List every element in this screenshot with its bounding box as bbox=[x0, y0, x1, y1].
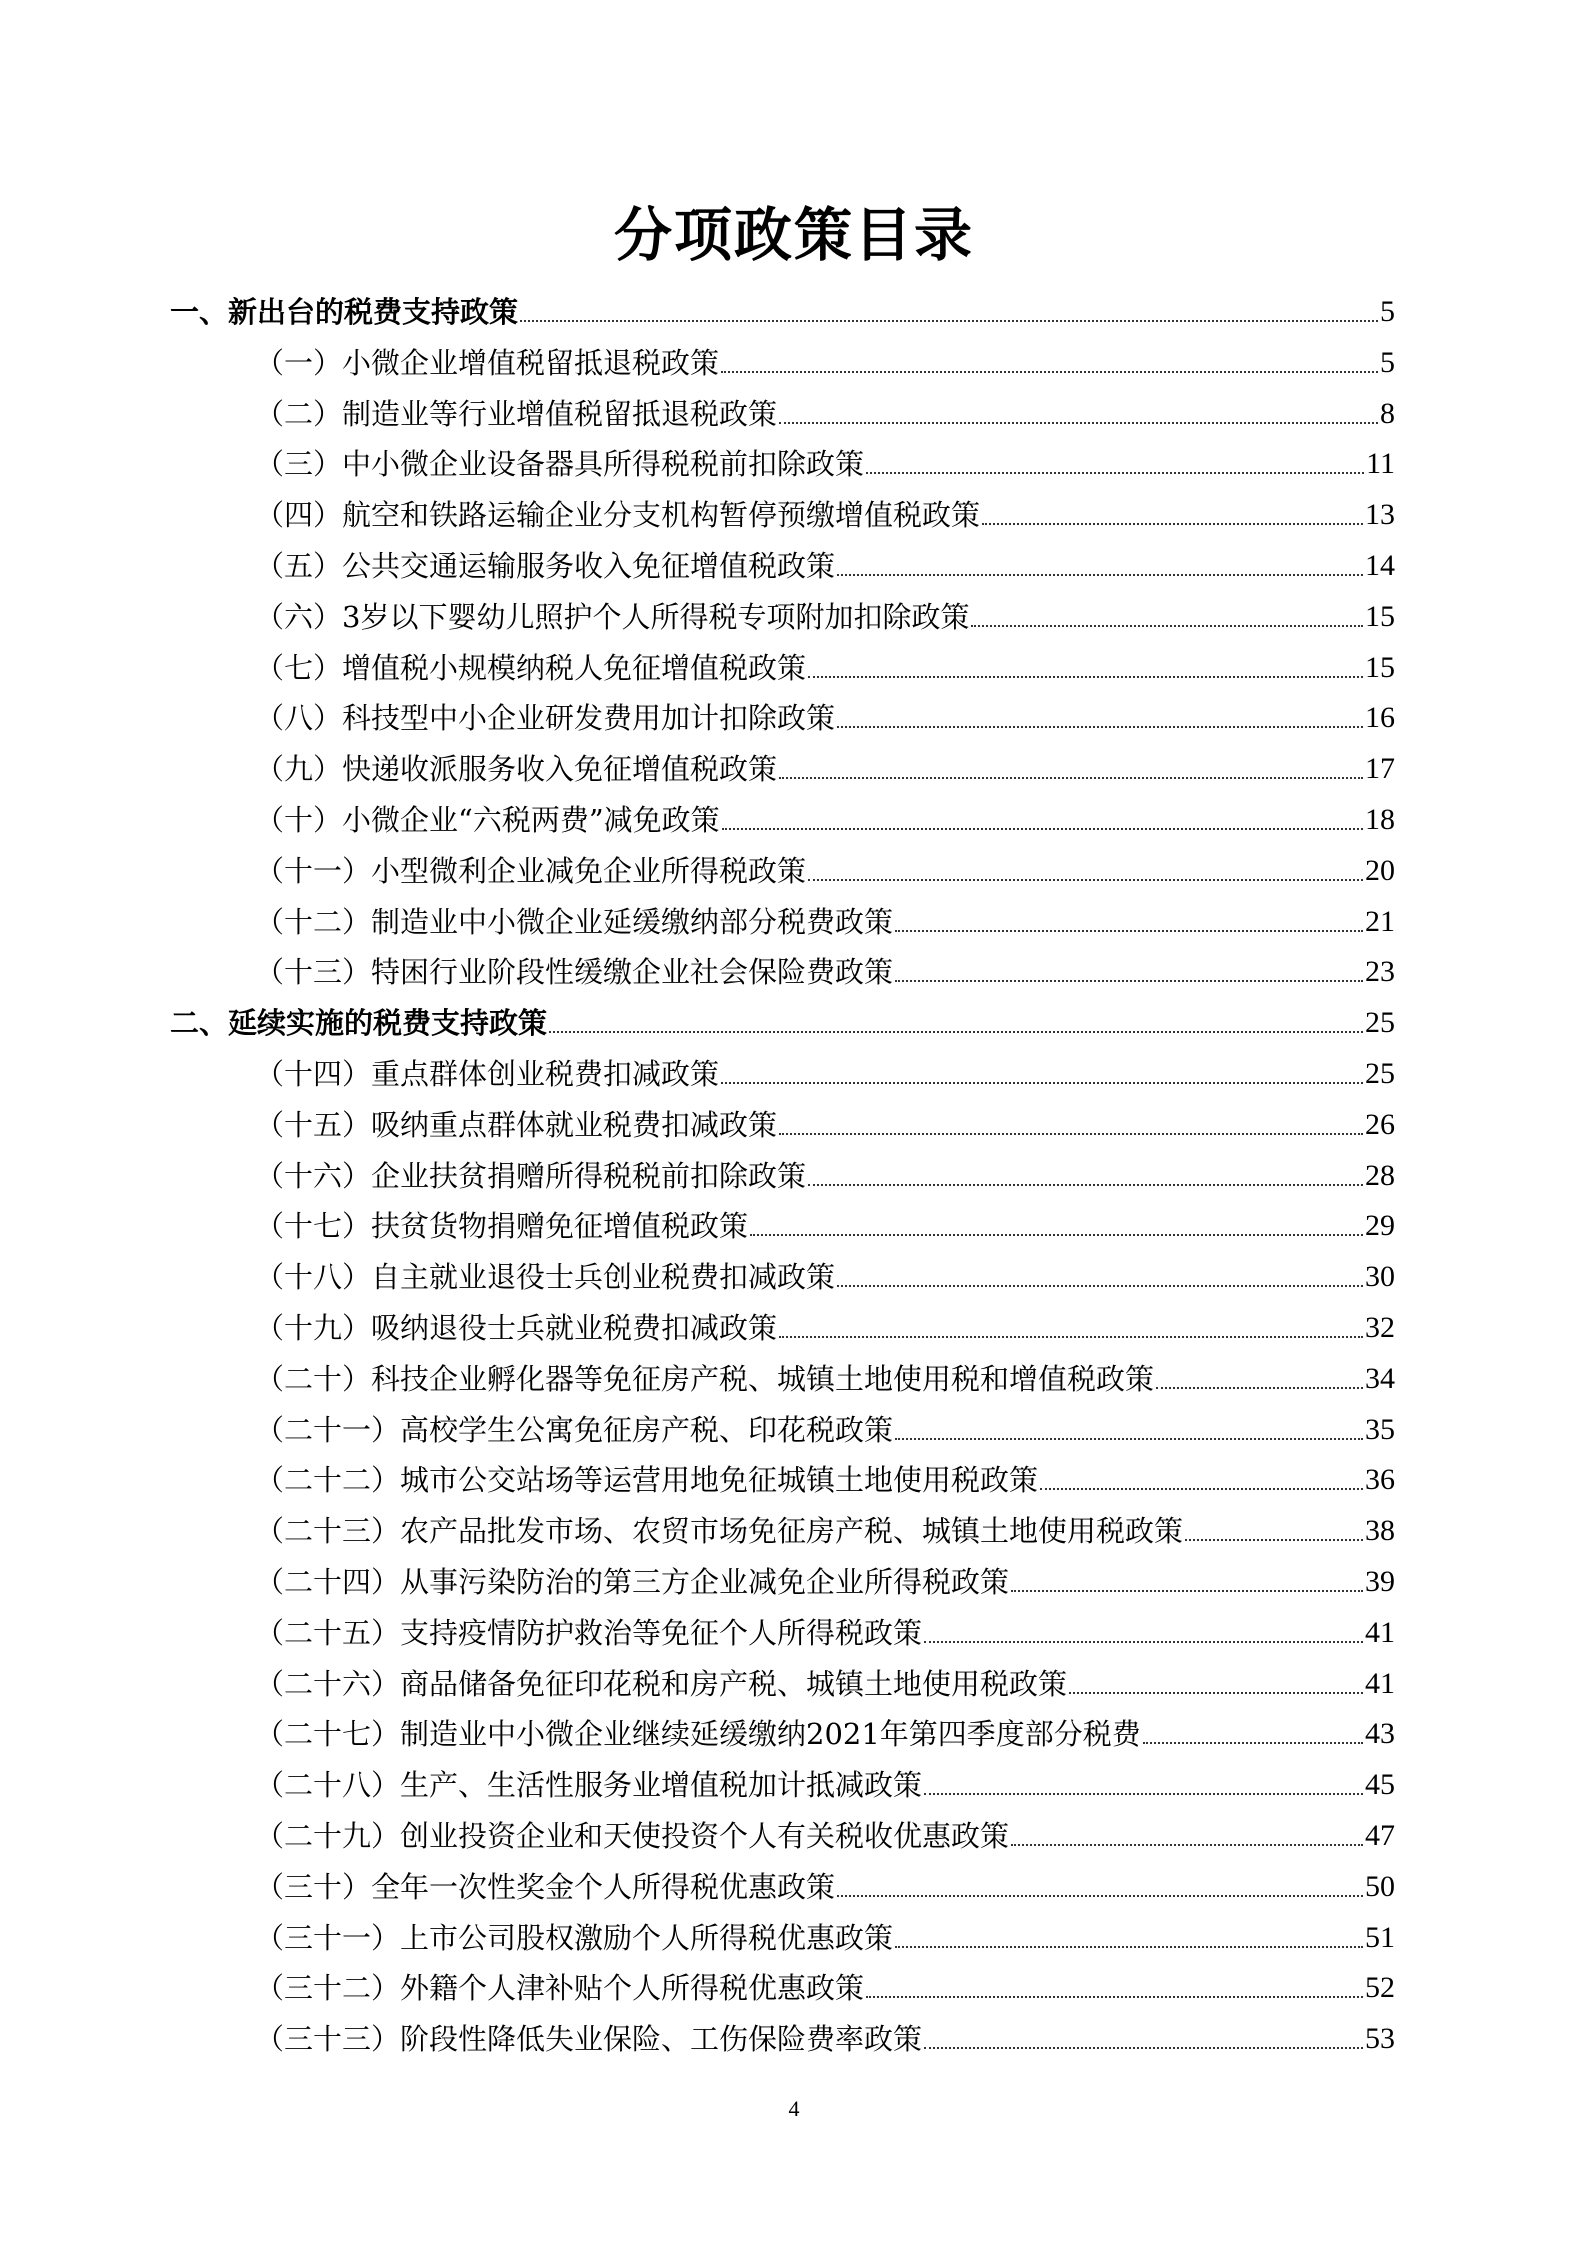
toc-entry-label: （十九）吸纳退役士兵就业税费扣减政策 bbox=[255, 1311, 778, 1345]
toc-entry[interactable] bbox=[255, 1603, 1395, 1653]
dot-leader bbox=[779, 422, 1378, 424]
toc-page-number: 30 bbox=[1365, 1260, 1395, 1294]
toc-page-number: 38 bbox=[1365, 1514, 1395, 1548]
toc-entry-label: （二十六）商品储备免征印花税和房产税、城镇土地使用税政策 bbox=[255, 1666, 1068, 1701]
toc-entry[interactable] bbox=[255, 1958, 1395, 2008]
toc-entry-label: （六）3岁以下婴幼儿照护个人所得税专项附加扣除政策 bbox=[255, 599, 970, 634]
toc-entry-label: （二十五）支持疫情防护救治等免征个人所得税政策 bbox=[255, 1615, 923, 1650]
toc-entry[interactable] bbox=[255, 892, 1395, 942]
toc-page-number: 15 bbox=[1365, 650, 1395, 684]
toc-page-number: 18 bbox=[1365, 803, 1395, 836]
toc-page-number: 8 bbox=[1380, 396, 1395, 430]
toc-entry[interactable] bbox=[255, 790, 1395, 840]
toc-entry[interactable] bbox=[255, 1247, 1395, 1297]
dot-leader bbox=[837, 1285, 1363, 1287]
dot-leader bbox=[895, 1438, 1363, 1440]
toc-page-number: 35 bbox=[1365, 1412, 1395, 1446]
toc-entry-label: （五）公共交通运输服务收入免征增值税政策 bbox=[255, 549, 836, 583]
toc-entry[interactable] bbox=[255, 739, 1395, 789]
toc-entry[interactable] bbox=[255, 1552, 1395, 1602]
toc-entry-label: （八）科技型中小企业研发费用加计扣除政策 bbox=[255, 701, 836, 736]
dot-leader bbox=[808, 676, 1363, 678]
toc-entry-label: （三十三）阶段性降低失业保险、工伤保险费率政策 bbox=[255, 2022, 923, 2057]
dot-leader bbox=[924, 1641, 1363, 1643]
toc-entry[interactable] bbox=[255, 1704, 1395, 1754]
toc-entry[interactable] bbox=[255, 384, 1395, 434]
toc-page-number: 25 bbox=[1365, 1057, 1395, 1090]
toc-entry-label: （十八）自主就业退役士兵创业税费扣减政策 bbox=[255, 1260, 836, 1295]
toc-entry-label: （一）小微企业增值税留抵退税政策 bbox=[255, 345, 720, 380]
toc-entry-label: （九）快递收派服务收入免征增值税政策 bbox=[255, 752, 778, 787]
toc-entry-label: （三十）全年一次性奖金个人所得税优惠政策 bbox=[255, 1869, 836, 1904]
toc-page-number: 14 bbox=[1365, 549, 1395, 582]
dot-leader bbox=[924, 1793, 1363, 1795]
toc-entry-label: （十二）制造业中小微企业延缓缴纳部分税费政策 bbox=[255, 904, 894, 939]
toc-entry[interactable] bbox=[255, 942, 1395, 992]
dot-leader bbox=[1143, 1742, 1363, 1744]
dot-leader bbox=[1156, 1387, 1363, 1389]
dot-leader bbox=[1069, 1692, 1363, 1694]
toc-page-number: 41 bbox=[1365, 1666, 1395, 1700]
toc-entry-label: （二十七）制造业中小微企业继续延缓缴纳2021年第四季度部分税费 bbox=[255, 1717, 1141, 1752]
toc-page-number: 45 bbox=[1365, 1768, 1395, 1802]
toc-entry[interactable] bbox=[255, 1095, 1395, 1145]
toc-page-number: 51 bbox=[1365, 1920, 1395, 1954]
toc-entry[interactable] bbox=[255, 1298, 1395, 1348]
toc-entry[interactable] bbox=[255, 434, 1395, 484]
dot-leader bbox=[837, 574, 1363, 576]
toc-entry-label: （十六）企业扶贫捐赠所得税税前扣除政策 bbox=[255, 1158, 807, 1193]
toc-entry-label: （七）增值税小规模纳税人免征增值税政策 bbox=[255, 650, 807, 685]
dot-leader bbox=[721, 1082, 1363, 1084]
toc-entry-label: （二十三）农产品批发市场、农贸市场免征房产税、城镇土地使用税政策 bbox=[255, 1514, 1184, 1549]
dot-leader bbox=[895, 1946, 1363, 1948]
dot-leader bbox=[779, 1336, 1363, 1338]
toc-entry[interactable] bbox=[255, 1349, 1395, 1399]
toc-page-number: 17 bbox=[1365, 752, 1395, 786]
toc-entry-label: （十七）扶贫货物捐赠免征增值税政策 bbox=[255, 1209, 749, 1244]
toc-page-number: 15 bbox=[1365, 599, 1395, 633]
toc-section-heading[interactable] bbox=[170, 282, 1395, 332]
dot-leader bbox=[722, 828, 1363, 830]
toc-page-number: 43 bbox=[1365, 1717, 1395, 1751]
toc-entry-label: （二十一）高校学生公寓免征房产税、印花税政策 bbox=[255, 1412, 894, 1447]
toc-entry-label: 二、延续实施的税费支持政策 bbox=[170, 1006, 548, 1041]
toc-entry[interactable] bbox=[255, 587, 1395, 637]
dot-leader bbox=[971, 625, 1363, 627]
toc-page-number: 41 bbox=[1365, 1615, 1395, 1649]
toc-page-number: 13 bbox=[1365, 498, 1395, 532]
page-number-footer: 4 bbox=[788, 2096, 800, 2121]
toc-page-number: 39 bbox=[1365, 1565, 1395, 1598]
dot-leader bbox=[1011, 1844, 1363, 1846]
toc-entry-label: （十）小微企业“六税两费”减免政策 bbox=[255, 803, 720, 837]
toc-page-number: 23 bbox=[1365, 955, 1395, 989]
toc-entry-label: （二十二）城市公交站场等运营用地免征城镇土地使用税政策 bbox=[255, 1463, 1039, 1498]
dot-leader bbox=[1040, 1488, 1363, 1490]
toc-entry-label: （三十二）外籍个人津补贴个人所得税优惠政策 bbox=[255, 1971, 865, 2006]
toc-entry[interactable] bbox=[255, 688, 1395, 738]
dot-leader bbox=[895, 980, 1363, 982]
dot-leader bbox=[779, 777, 1363, 779]
dot-leader bbox=[1185, 1539, 1363, 1541]
toc-page-number: 5 bbox=[1380, 295, 1395, 328]
dot-leader bbox=[721, 371, 1378, 373]
toc-entry-label: （四）航空和铁路运输企业分支机构暂停预缴增值税政策 bbox=[255, 498, 981, 533]
toc-entry-label: （二）制造业等行业增值税留抵退税政策 bbox=[255, 396, 778, 431]
toc-page-number: 34 bbox=[1365, 1361, 1395, 1395]
dot-leader bbox=[808, 879, 1363, 881]
toc-entry[interactable] bbox=[255, 841, 1395, 891]
toc-entry[interactable] bbox=[255, 1450, 1395, 1500]
toc-entry-label: （二十八）生产、生活性服务业增值税加计抵减政策 bbox=[255, 1768, 923, 1803]
toc-entry[interactable] bbox=[255, 1806, 1395, 1856]
toc-entry[interactable] bbox=[255, 536, 1395, 586]
dot-leader bbox=[837, 726, 1363, 728]
toc-entry-label: （二十）科技企业孵化器等免征房产税、城镇土地使用税和增值税政策 bbox=[255, 1361, 1155, 1396]
toc-page-number: 21 bbox=[1365, 904, 1395, 938]
toc-page-number: 50 bbox=[1365, 1869, 1395, 1903]
toc-entry[interactable] bbox=[255, 1196, 1395, 1246]
toc-page-number: 36 bbox=[1365, 1463, 1395, 1497]
toc-entry-label: （十四）重点群体创业税费扣减政策 bbox=[255, 1057, 720, 1091]
dot-leader bbox=[895, 930, 1363, 932]
toc-entry-label: （十一）小型微利企业减免企业所得税政策 bbox=[255, 853, 807, 888]
toc-entry[interactable] bbox=[255, 1654, 1395, 1704]
dot-leader bbox=[750, 1234, 1363, 1236]
toc-entry-label: （三十一）上市公司股权激励个人所得税优惠政策 bbox=[255, 1920, 894, 1955]
toc-entry[interactable] bbox=[255, 638, 1395, 688]
toc-page-number: 25 bbox=[1365, 1006, 1395, 1040]
toc-entry[interactable] bbox=[255, 1857, 1395, 1907]
toc-entry[interactable] bbox=[255, 2009, 1395, 2059]
toc-entry[interactable] bbox=[255, 485, 1395, 535]
toc-entry-label: （二十四）从事污染防治的第三方企业减免企业所得税政策 bbox=[255, 1565, 1010, 1599]
toc-section-heading[interactable] bbox=[170, 993, 1395, 1043]
toc-page-number: 16 bbox=[1365, 701, 1395, 735]
toc-page-number: 32 bbox=[1365, 1311, 1395, 1344]
toc-page-number: 53 bbox=[1365, 2022, 1395, 2056]
dot-leader bbox=[866, 1996, 1363, 1998]
toc-entry-label: （十五）吸纳重点群体就业税费扣减政策 bbox=[255, 1107, 778, 1142]
dot-leader bbox=[837, 1895, 1363, 1897]
toc-entry[interactable] bbox=[255, 1501, 1395, 1551]
dot-leader bbox=[779, 1133, 1363, 1135]
toc-entry[interactable] bbox=[255, 1146, 1395, 1196]
toc-entry[interactable] bbox=[255, 1755, 1395, 1805]
dot-leader bbox=[982, 523, 1363, 525]
toc-entry-label: （十三）特困行业阶段性缓缴企业社会保险费政策 bbox=[255, 955, 894, 990]
dot-leader bbox=[866, 472, 1364, 474]
toc-page-number: 20 bbox=[1365, 853, 1395, 887]
toc-entry[interactable] bbox=[255, 1400, 1395, 1450]
page-title: 分项政策目录 bbox=[613, 201, 974, 269]
toc-entry-label: （二十九）创业投资企业和天使投资个人有关税收优惠政策 bbox=[255, 1819, 1010, 1853]
toc-page-number: 5 bbox=[1380, 345, 1395, 379]
dot-leader bbox=[1011, 1590, 1363, 1592]
toc-page-number: 52 bbox=[1365, 1971, 1395, 2005]
dot-leader bbox=[520, 320, 1378, 322]
toc-page-number: 28 bbox=[1365, 1158, 1395, 1192]
dot-leader bbox=[808, 1184, 1363, 1186]
toc-page-number: 29 bbox=[1365, 1209, 1395, 1243]
toc-entry-label: 一、新出台的税费支持政策 bbox=[170, 295, 519, 329]
toc-page-number: 11 bbox=[1366, 447, 1395, 481]
toc-page-number: 26 bbox=[1365, 1107, 1395, 1141]
toc-entry[interactable] bbox=[255, 1044, 1395, 1094]
toc-page-number: 47 bbox=[1365, 1819, 1395, 1852]
toc-entry[interactable] bbox=[255, 1908, 1395, 1958]
toc-entry-label: （三）中小微企业设备器具所得税税前扣除政策 bbox=[255, 447, 865, 482]
dot-leader bbox=[549, 1031, 1363, 1033]
dot-leader bbox=[924, 2047, 1363, 2049]
toc-entry[interactable] bbox=[255, 333, 1395, 383]
